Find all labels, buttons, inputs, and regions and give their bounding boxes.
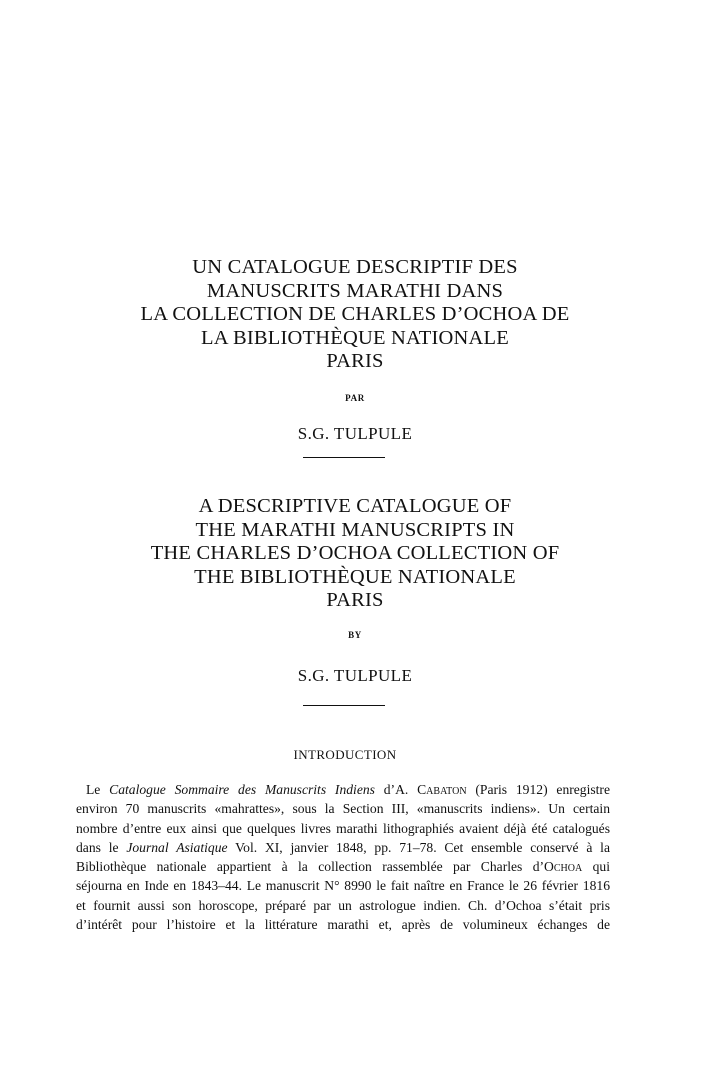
paragraph-line: Bibliothèque nationale appartient à la collection rassemblée par Charles d’Ochoa qui [76,859,610,875]
english-title-line: THE BIBLIOTHÈQUE NATIONALE [194,565,516,588]
french-title-line: MANUSCRITS MARATHI DANS [206,279,504,302]
english-by-label: BY [348,630,362,640]
author-name-small-caps: Cabaton [417,782,467,797]
paragraph-line: d’intérêt pour l’histoire et la littérature marathi et, après de volumineux échanges de [76,917,610,933]
paragraph-line: et fournit aussi son horoscope, préparé par un astrologue indien. Ch. d’Ochoa s’était pris [76,897,610,913]
catalogue-title-italic: Catalogue Sommaire des Manuscrits Indiens [109,782,375,797]
french-title [0,256,710,374]
paragraph-line: séjourna en Inde en 1843–44. Le manuscrit N° 8990 le fait naître en France le 26 février 1816 [76,878,610,894]
divider-rule [303,705,385,706]
french-title-line: PARIS [326,350,384,372]
paragraph-line: environ 70 manuscrits «mahrattes», sous la Section III, «manuscrits indiens». Un certain [76,801,610,817]
english-title-line: A DESCRIPTIVE CATALOGUE OF [198,495,512,517]
paragraph-line: nombre d’entre eux ainsi que quelques livres marathi lithographiés avaient déjà été catalogués [76,820,610,836]
french-title-line: UN CATALOGUE DESCRIPTIF DES [192,256,518,278]
introduction-paragraph [76,780,610,934]
french-title-line: LA BIBLIOTHÈQUE NATIONALE [201,326,509,349]
paragraph-line: dans le Journal Asiatique Vol. XI, janvier 1848, pp. 71–78. Cet ensemble conservé à la [76,839,610,855]
english-title-line: THE CHARLES D’OCHOA COLLECTION OF [150,542,560,564]
collector-name-small-caps: Ochoa [544,859,583,875]
english-title [0,495,710,613]
divider-rule [303,457,385,458]
journal-title-italic: Journal Asiatique [126,839,228,855]
paragraph-line: Le Catalogue Sommaire des Manuscrits Indiens d’A. Cabaton (Paris 1912) enregistre [86,782,610,797]
introduction-heading: INTRODUCTION [293,747,397,762]
french-title-line: LA COLLECTION DE CHARLES D’OCHOA DE [140,303,570,325]
english-title-line: PARIS [326,589,384,611]
english-title-line: THE MARATHI MANUSCRIPTS IN [195,518,515,541]
english-author: S.G. TULPULE [297,666,413,685]
french-author: S.G. TULPULE [297,424,413,443]
french-by-label: PAR [345,393,365,403]
